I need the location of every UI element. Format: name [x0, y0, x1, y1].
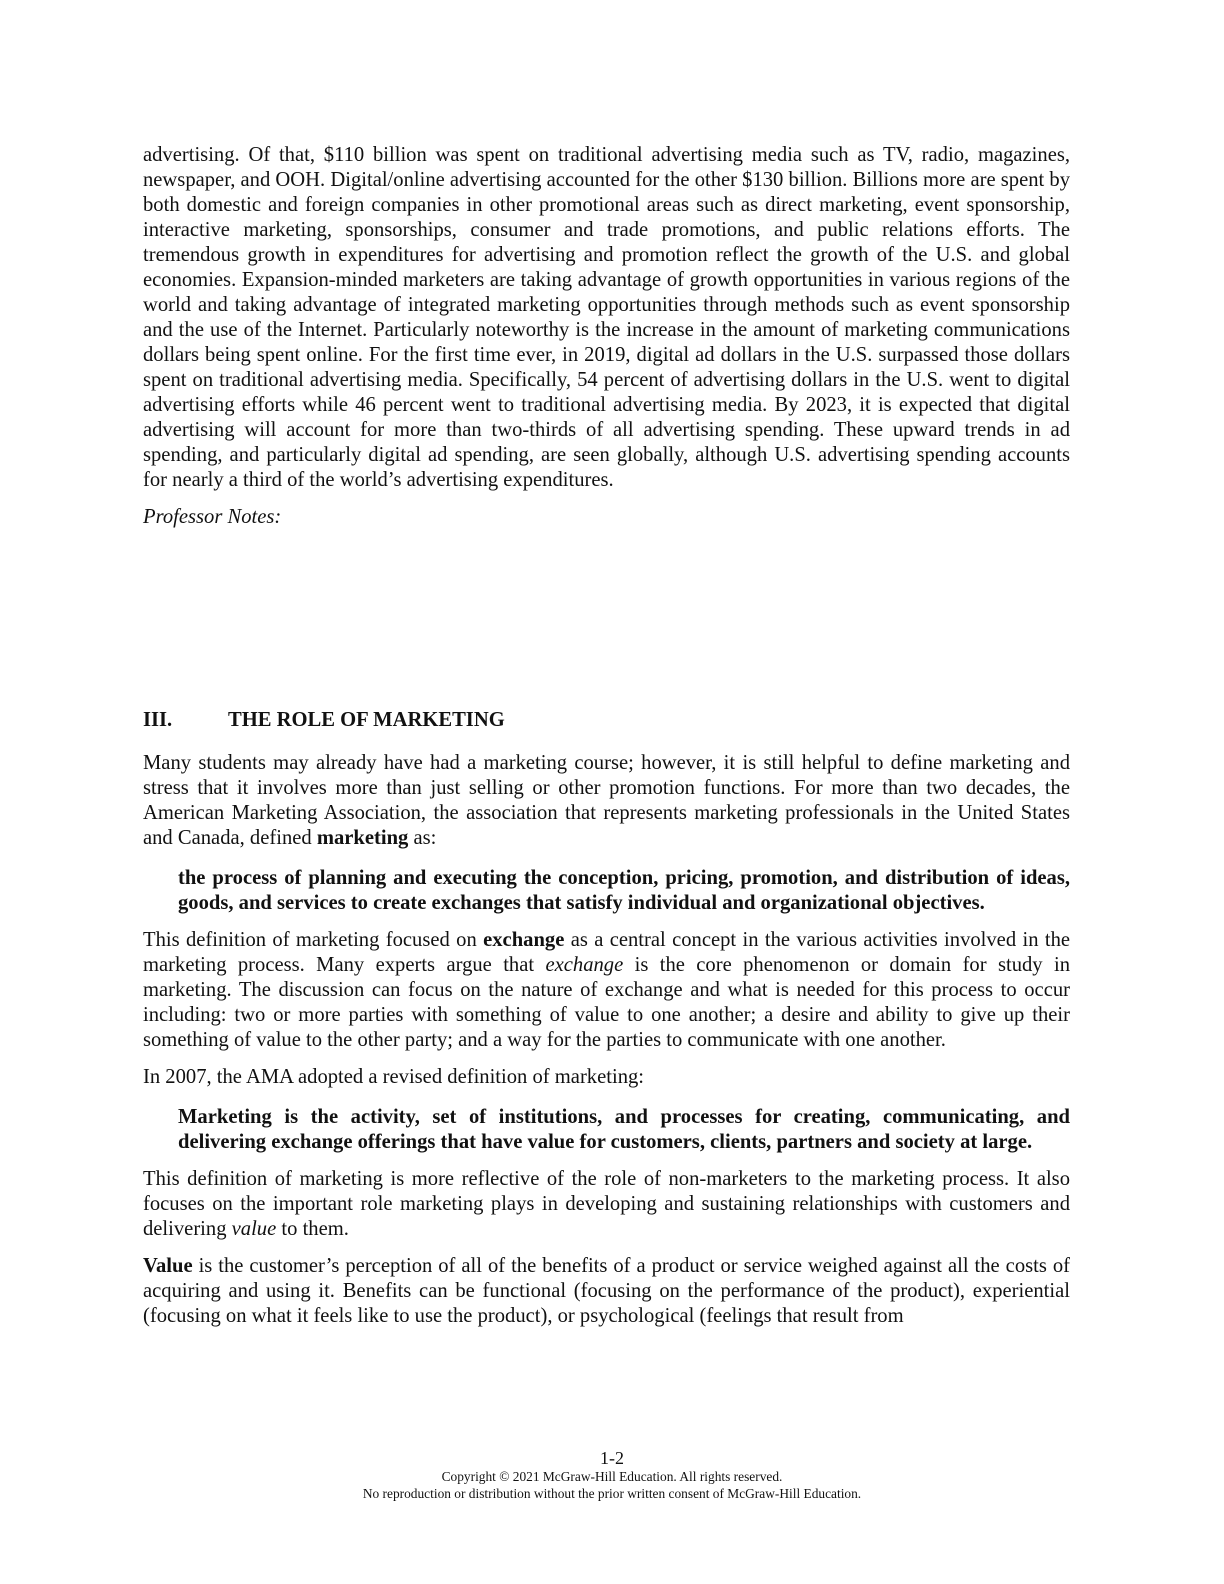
definition-1: the process of planning and executing the conception, pricing, promotion, and distribution of ideas, goods, and services to create exchanges that satisfy individual and organizational objectives. [178, 867, 1070, 914]
copyright-line: Copyright © 2021 McGraw-Hill Education. All rights reserved. [441, 1469, 783, 1484]
section-number: III. [143, 709, 173, 731]
value-paragraph [143, 1254, 1070, 1329]
intro-paragraph [143, 751, 1070, 851]
page-number: 1-2 [600, 1448, 624, 1468]
revised-intro: In 2007, the AMA adopted a revised definition of marketing: [143, 1066, 645, 1088]
exchange-text-2: as a central concept in the various activities involved in the marketing process. Many experts argue that [143, 929, 1071, 976]
definition-2: Marketing is the activity, set of institutions, and processes for creating, communicating, and delivering exchange offerings that have value for customers, clients, partners and society at large. [178, 1106, 1070, 1153]
reflective-text-1: This definition of marketing is more reflective of the role of non-marketers to the marketing process. It also focuses on the important role marketing plays in developing and sustaining relationships with customers and delivering [143, 1168, 1070, 1240]
reproduction-notice: No reproduction or distribution without the prior written consent of McGraw-Hill Education. [362, 1486, 862, 1501]
exchange-text-3: is the core phenomenon or domain for study in marketing. The discussion can focus on the nature of exchange and what is needed for this process to occur including: two or more parties with something of value to one another; a desire and ability to give up their something of value to the other party; and a way for the parties to communicate with one another. [143, 954, 1070, 1051]
reflective-paragraph [143, 1167, 1070, 1242]
exchange-text-1: This definition of marketing focused on [143, 929, 484, 951]
continuation-paragraph: advertising. Of that, $110 billion was spent on traditional advertising media such as TV, radio, magazines, newspaper, and OOH. Digital/online advertising accounted for the other $130 billion. Billions more are spent by both domestic and foreign companies in other promotional areas such as direct marketing, event sponsorship, interactive marketing, sponsorships, consumer and trade promotions, and public relations efforts. The tremendous growth in expenditures for advertising and promotion reflect the growth of the U.S. and global economies. Expansion-minded marketers are taking advantage of growth opportunities in various regions of the world and taking advantage of integrated marketing opportunities through methods such as event sponsorship and the use of the Internet. Particularly noteworthy is the increase in the amount of marketing communications dollars being spent online. For the first time ever, in 2019, digital ad dollars in the U.S. surpassed those dollars spent on traditional advertising media. Specifically, 54 percent of advertising dollars in the U.S. went to digital advertising efforts while 46 percent went to traditional advertising media. By 2023, it is expected that digital advertising will account for more than two-thirds of all advertising spending. These upward trends in ad spending, and particularly digital ad spending, are seen globally, although U.S. advertising spending accounts for nearly a third of the world’s advertising expenditures. [143, 144, 1070, 491]
intro-tail: as: [408, 827, 437, 849]
page-footer [0, 1448, 1224, 1502]
exchange-paragraph [143, 928, 1070, 1053]
exchange-term: exchange [483, 929, 565, 951]
section-title: THE ROLE OF MARKETING [228, 709, 505, 731]
section-body [143, 751, 1070, 1329]
professor-notes-label: Professor Notes: [143, 506, 282, 528]
section-heading [143, 708, 1070, 733]
top-content [143, 143, 1070, 530]
value-text: is the customer’s perception of all of the benefits of a product or service weighed against all the costs of acquiring and using it. Benefits can be functional (focusing on the performance of the product), experiential (focusing on what it feels like to use the product), or psychological (feelings that result from [143, 1255, 1070, 1327]
exchange-italic: exchange [545, 954, 624, 976]
intro-text: Many students may already have had a marketing course; however, it is still helpful to define marketing and stress that it involves more than just selling or other promotion functions. For more than two decades, the American Marketing Association, the association that represents marketing professionals in the United States and Canada, defined [143, 752, 1070, 849]
value-term: Value [143, 1255, 193, 1277]
intro-term: marketing [316, 827, 409, 849]
reflective-text-2: to them. [276, 1218, 349, 1240]
reflective-italic: value [231, 1218, 277, 1240]
